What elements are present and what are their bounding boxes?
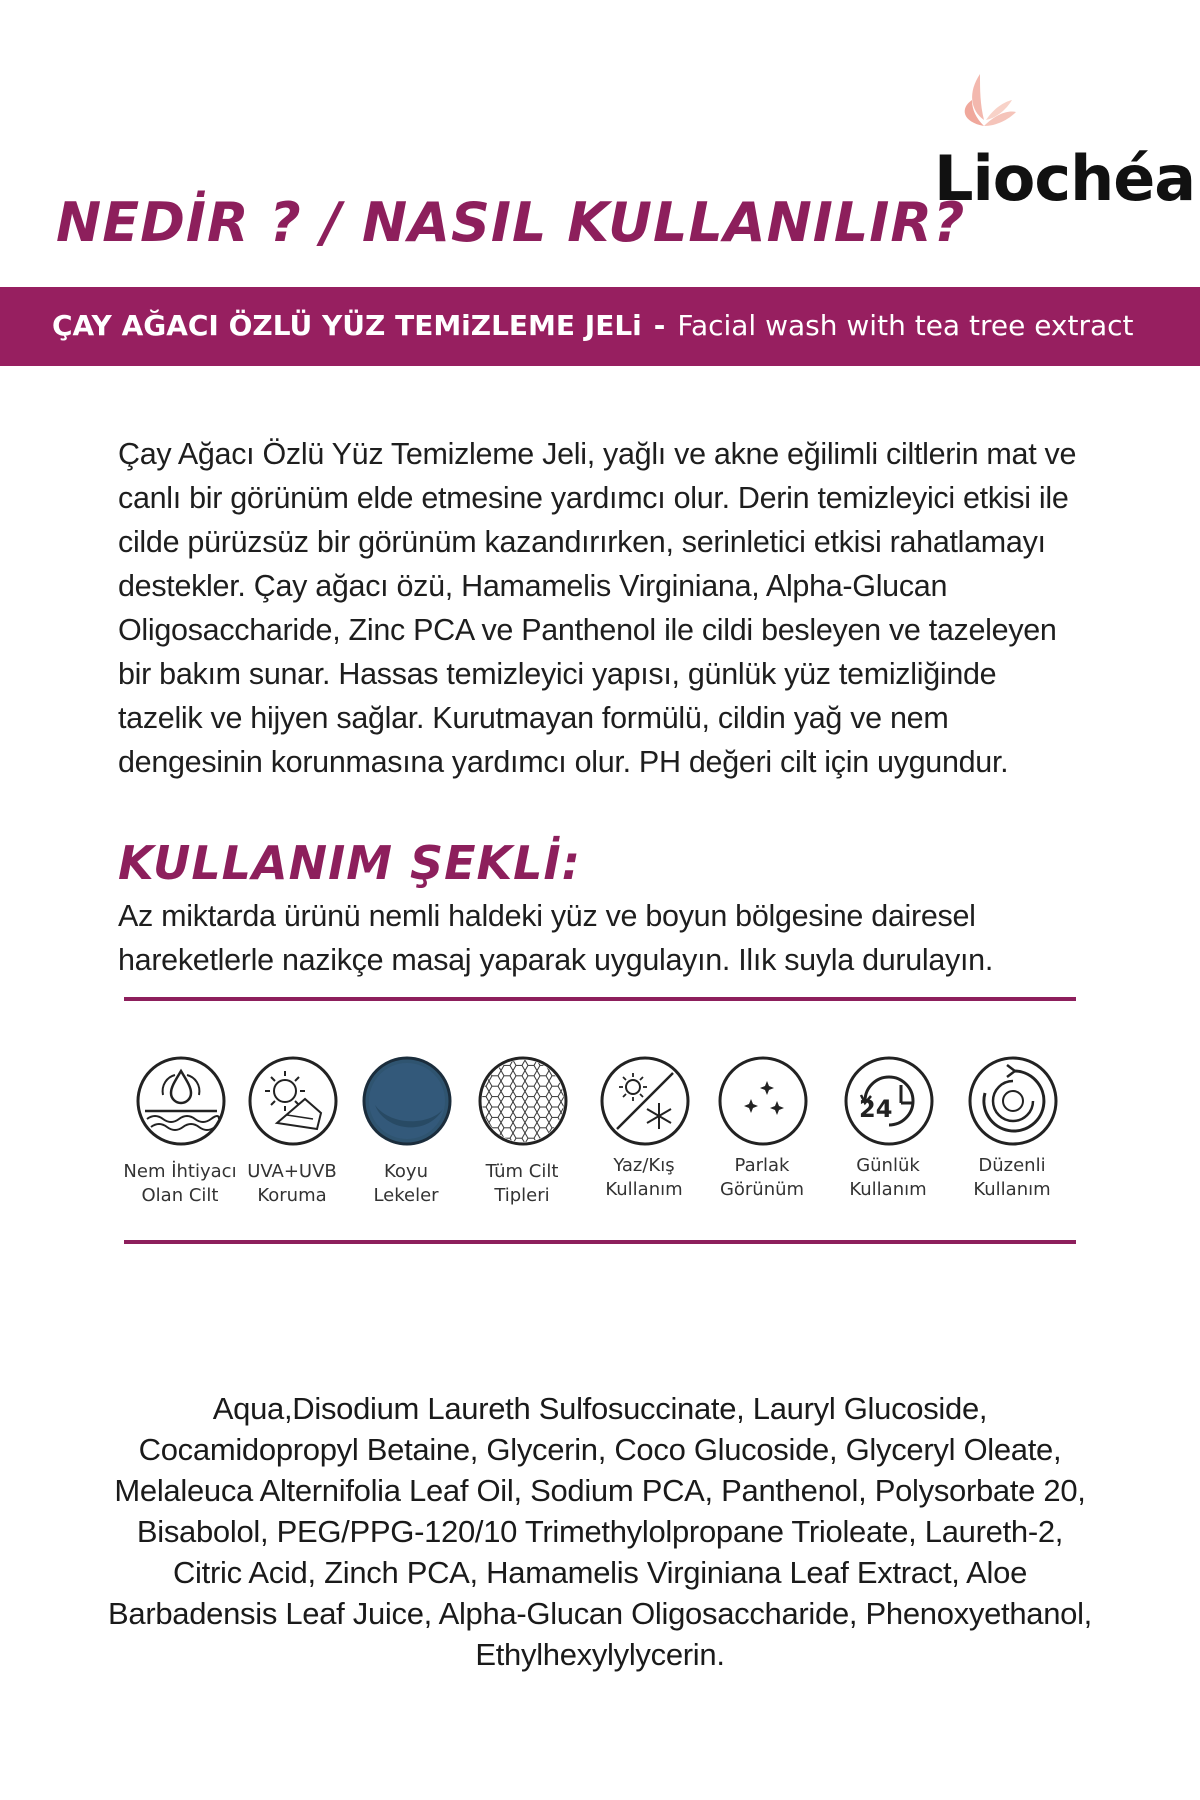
banner-separator: - (653, 309, 666, 342)
brand-name: Liochéa (934, 142, 1196, 215)
sun-uv-icon (247, 1055, 339, 1147)
sun-snowflake-icon (599, 1055, 691, 1147)
divider-bottom (124, 1240, 1076, 1244)
feature-label: Koyu Lekeler (373, 1161, 439, 1206)
usage-instructions: Az miktarda ürünü nemli haldeki yüz ve boyun bölgesine dairesel hareketlerle nazikçe masaj yaparak uygulayın. Ilık suyla durulayın. (118, 899, 994, 977)
usage-heading: KULLANIM ŞEKLİ: (118, 836, 582, 890)
banner-text (52, 311, 1134, 342)
ingredients-list: Aqua,Disodium Laureth Sulfosuccinate, Lauryl Glucoside, Cocamidopropyl Betaine, Glycerin, Coco Glucoside, Glyceryl Oleate, Melaleuca Alternifolia Leaf Oil, Sodium PCA, Panthenol, Polysorbate 20, Bisabolol, PEG/PPG-120/10 Trimethylolpropane Trioleate, Laureth-2, Citric Acid, Zinch PCA, Hamamelis Virginiana Leaf Extract, Aloe Barbadensis Leaf Juice, Alpha-Glucan Oligosaccharide, Phenoxyethanol, Ethylhexylylycerin. (108, 1391, 1092, 1672)
feature-item (452, 1050, 592, 1210)
honeycomb-icon (477, 1055, 569, 1147)
feature-label: Yaz/Kış Kullanım (605, 1155, 683, 1200)
cycle-icon (967, 1055, 1059, 1147)
feature-label: UVA+UVB Koruma (247, 1161, 337, 1206)
product-description: Çay Ağacı Özlü Yüz Temizleme Jeli, yağlı ve akne eğilimli ciltlerin mat ve canlı bir görünüm elde etmesine yardımcı olur. Derin temizleyici etkisi ile cilde pürüzsüz bir görünüm kazandırırken, serinletici etkisi rahatlamayı destekler. Çay ağacı özü, Hamamelis Virginiana, Alpha-Glucan Oligosaccharide, Zinc PCA ve Panthenol ile cildi besleyen ve tazeleyen bir bakım sunar. Hassas temizleyici yapısı, günlük yüz temizliğinde tazelik ve hijyen sağlar. Kurutmayan formülü, cildin yağ ve nem dengesinin korunmasına yardımcı olur. PH değeri cilt için uygundur. (118, 437, 1077, 779)
feature-label: Tüm Cilt Tipleri (485, 1161, 559, 1206)
feature-icons-row (110, 1050, 1110, 1210)
product-name-tr: ÇAY AĞACI ÖZLÜ YÜZ TEMiZLEME JELi (52, 309, 642, 342)
product-banner (0, 287, 1200, 366)
feature-item (942, 1050, 1082, 1210)
sparkle-icon (717, 1055, 809, 1147)
feature-item (692, 1050, 832, 1210)
feature-item (818, 1050, 958, 1210)
brand-logo (930, 70, 1196, 220)
feature-label: Parlak Görünüm (719, 1155, 805, 1200)
product-name-en: Facial wash with tea tree extract (677, 309, 1134, 342)
dark-spot-icon (361, 1055, 453, 1147)
page-title: NEDİR ? / NASIL KULLANILIR? (56, 191, 966, 254)
leaf-icon (950, 70, 1020, 150)
moisture-drop-icon (135, 1055, 227, 1147)
feature-label: Nem İhtiyacı Olan Cilt (123, 1161, 237, 1206)
24-hour-icon (843, 1055, 935, 1147)
divider-top (124, 997, 1076, 1001)
feature-label: Günlük Kullanım (849, 1155, 927, 1200)
feature-label: Düzenli Kullanım (973, 1155, 1051, 1200)
svg-text:24: 24 (859, 1095, 893, 1123)
